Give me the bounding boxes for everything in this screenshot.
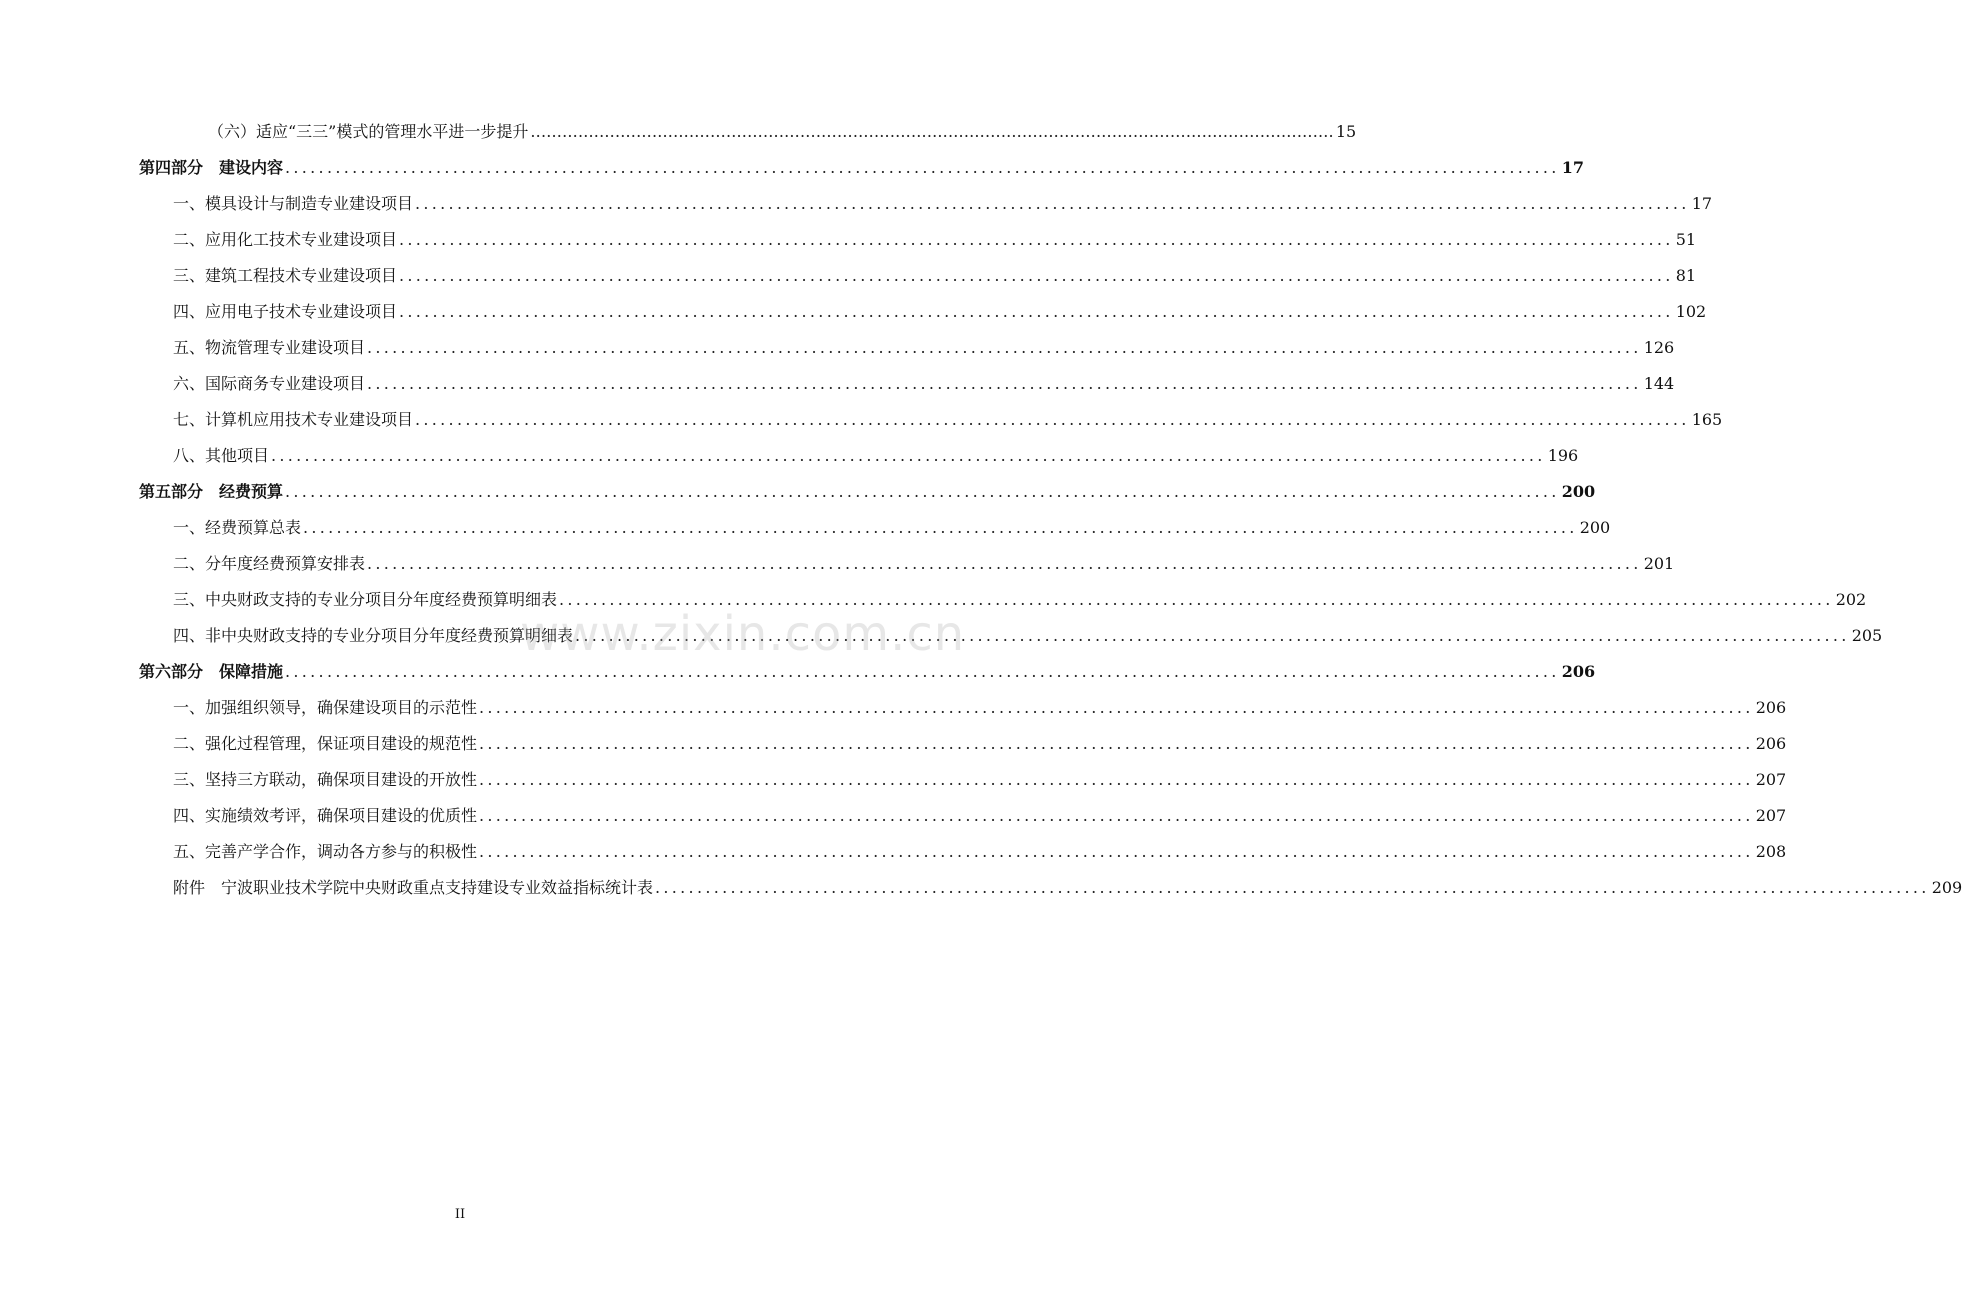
toc-entry[interactable] — [173, 366, 1675, 394]
dot-leader — [303, 518, 1578, 538]
toc-entry-page: 205 — [1851, 626, 1883, 645]
dot-leader — [479, 698, 1754, 718]
toc-entry-page: 200 — [1579, 518, 1611, 537]
toc-entry-page: 207 — [1755, 770, 1787, 789]
toc-entry-title: 二、强化过程管理，保证项目建设的规范性 — [173, 734, 478, 753]
toc-entry[interactable] — [173, 402, 1723, 430]
toc-entry[interactable] — [208, 114, 1357, 142]
dot-leader — [559, 590, 1834, 610]
dot-leader — [415, 410, 1690, 430]
toc-entry-page: 165 — [1691, 410, 1723, 429]
toc-entry-title: 四、非中央财政支持的专业分项目分年度经费预算明细表 — [173, 626, 574, 645]
toc-entry-page: 15 — [1335, 122, 1357, 141]
toc-entry[interactable] — [173, 546, 1675, 574]
toc-entry-page: 196 — [1547, 446, 1579, 465]
dot-leader — [479, 734, 1754, 754]
dot-leader — [285, 662, 1560, 682]
dot-leader — [399, 230, 1674, 250]
toc-entry-page: 202 — [1835, 590, 1867, 609]
dot-leader — [575, 626, 1850, 646]
dot-leader — [367, 338, 1642, 358]
toc-entry-title: 三、建筑工程技术专业建设项目 — [173, 266, 398, 285]
toc-entry-page: 17 — [1561, 158, 1584, 177]
toc-entry[interactable] — [173, 582, 1867, 610]
toc-entry-title: 四、应用电子技术专业建设项目 — [173, 302, 398, 321]
toc-entry-page: 206 — [1561, 662, 1596, 681]
toc-entry[interactable] — [173, 186, 1713, 214]
dot-leader — [271, 446, 1546, 466]
dot-leader — [399, 266, 1674, 286]
dot-leader — [530, 122, 1333, 142]
toc-entry-title: 第六部分 保障措施 — [139, 662, 284, 681]
toc-entry-page: 126 — [1643, 338, 1675, 357]
toc-entry-page: 17 — [1691, 194, 1713, 213]
toc-entry-title: 二、应用化工技术专业建设项目 — [173, 230, 398, 249]
toc-entry[interactable] — [173, 258, 1697, 286]
toc-entry-title: 八、其他项目 — [173, 446, 270, 465]
toc-entry-title: （六）适应“三三”模式的管理水平进一步提升 — [208, 122, 529, 141]
toc-entry-title: 四、实施绩效考评，确保项目建设的优质性 — [173, 806, 478, 825]
toc-entry[interactable] — [173, 870, 1962, 898]
toc-entry-page: 206 — [1755, 698, 1787, 717]
toc-entry[interactable] — [173, 762, 1787, 790]
toc-entry-page: 144 — [1643, 374, 1675, 393]
dot-leader — [415, 194, 1690, 214]
toc-entry[interactable] — [173, 438, 1579, 466]
toc-entry[interactable] — [173, 510, 1611, 538]
toc-entry-title: 第五部分 经费预算 — [139, 482, 284, 501]
toc-entry-title: 一、经费预算总表 — [173, 518, 302, 537]
dot-leader — [285, 482, 1560, 502]
toc-entry[interactable] — [173, 294, 1707, 322]
toc-entry[interactable] — [173, 330, 1675, 358]
toc-entry-page: 201 — [1643, 554, 1675, 573]
toc-entry-page: 207 — [1755, 806, 1787, 825]
toc-entry[interactable] — [173, 222, 1697, 250]
toc-entry[interactable] — [173, 834, 1787, 862]
toc-entry-title: 五、完善产学合作，调动各方参与的积极性 — [173, 842, 478, 861]
toc-entry[interactable] — [173, 690, 1787, 718]
toc-entry-page: 51 — [1675, 230, 1697, 249]
toc-entry[interactable] — [173, 798, 1787, 826]
dot-leader — [399, 302, 1674, 322]
toc-entry[interactable] — [139, 474, 1596, 502]
dot-leader — [367, 374, 1642, 394]
dot-leader — [479, 842, 1754, 862]
toc-entry-page: 81 — [1675, 266, 1697, 285]
toc-entry-page: 200 — [1561, 482, 1596, 501]
toc-entry-title: 三、坚持三方联动，确保项目建设的开放性 — [173, 770, 478, 789]
toc-entry-title: 二、分年度经费预算安排表 — [173, 554, 366, 573]
toc-entry[interactable] — [139, 654, 1596, 682]
toc-entry-title: 一、加强组织领导，确保建设项目的示范性 — [173, 698, 478, 717]
toc-entry-title: 六、国际商务专业建设项目 — [173, 374, 366, 393]
toc-entry-title: 一、模具设计与制造专业建设项目 — [173, 194, 414, 213]
toc-entry-page: 209 — [1931, 878, 1962, 897]
page-number: II — [454, 1207, 466, 1222]
dot-leader — [367, 554, 1642, 574]
dot-leader — [655, 878, 1930, 898]
toc-entry[interactable] — [173, 726, 1787, 754]
dot-leader — [479, 770, 1754, 790]
toc-entry-page: 208 — [1755, 842, 1787, 861]
toc-entry-title: 第四部分 建设内容 — [139, 158, 284, 177]
toc-entry-title: 五、物流管理专业建设项目 — [173, 338, 366, 357]
toc-entry-page: 102 — [1675, 302, 1707, 321]
watermark: www.zixin.com.cn — [520, 606, 966, 662]
toc-entry-page: 206 — [1755, 734, 1787, 753]
toc-entry[interactable] — [139, 150, 1584, 178]
toc-entry-title: 七、计算机应用技术专业建设项目 — [173, 410, 414, 429]
toc-entry-title: 附件 宁波职业技术学院中央财政重点支持建设专业效益指标统计表 — [173, 878, 654, 897]
dot-leader — [479, 806, 1754, 826]
dot-leader — [285, 158, 1560, 178]
toc-entry-title: 三、中央财政支持的专业分项目分年度经费预算明细表 — [173, 590, 558, 609]
